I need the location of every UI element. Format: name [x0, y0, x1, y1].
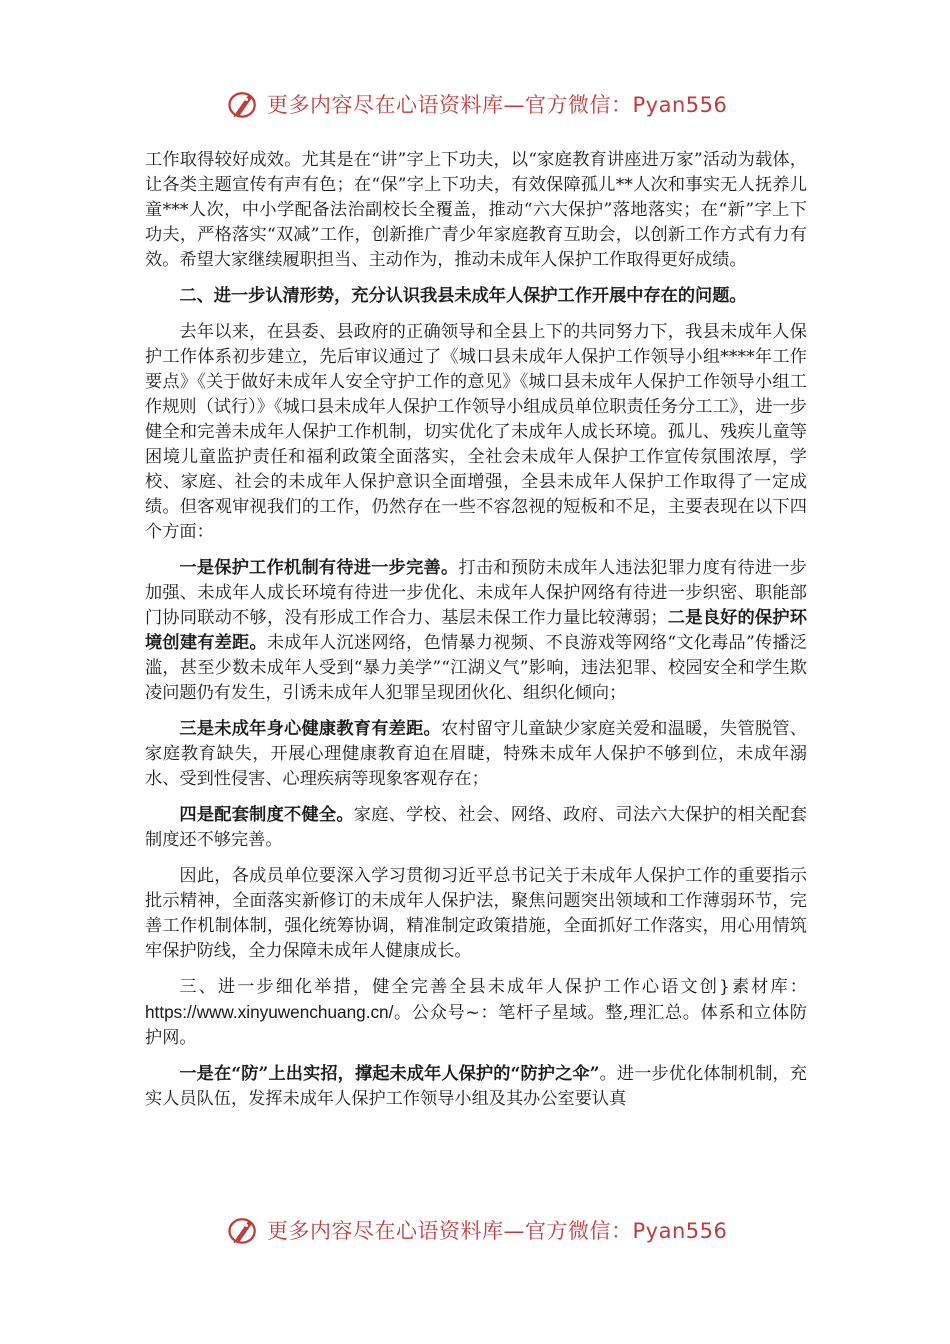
problem-1-text: 打击和预防未成年人违法犯罪力度有待进一步加强、未成年人成长环境有待进一步优化、未成年人保护网络有待进一步织密、职能部门协同联动不够，没有形成工作合力、基层未保工作力量比较薄弱；: [145, 558, 807, 628]
problem-4-text: 家庭、学校、社会、网络、政府、司法六大保护的相关配套制度还不够完善。: [145, 805, 807, 850]
watermark-text: 更多内容尽在心语资料库—官方微信：Pyan556: [267, 93, 728, 117]
section-heading-3: [145, 975, 807, 1051]
source-url: https://www.xinyuwenchuang.cn/: [145, 1002, 394, 1022]
watermark-banner-bottom: [225, 1210, 728, 1250]
section-heading-2: [145, 284, 807, 309]
paragraph-measure-1: [145, 1062, 807, 1112]
paragraph-problems-1-2: [145, 556, 807, 706]
pen-nib-logo-icon: [225, 86, 261, 122]
document-body: [145, 148, 807, 1112]
paragraph-continuation: 工作取得较好成效。尤其是在“讲”字上下功夫，以“家庭教育讲座进万家”活动为载体，让各类主题宣传有声有色；在“保”字上下功夫，有效保障孤儿**人次和事实无人抚养儿童***人次，中小学配备法治副校长全覆盖，推动“六大保护”落地落实；在“新”字上下功夫，严格落实“双减”工作，创新推广青少年家庭教育互助会，以创新工作方式有力有效。希望大家继续履职担当、主动作为，推动未成年人保护工作取得更好成绩。: [145, 150, 807, 270]
watermark-text: 更多内容尽在心语资料库—官方微信：Pyan556: [267, 1219, 728, 1243]
section-heading-2-text: 二、进一步认清形势，充分认识我县未成年人保护工作开展中存在的问题。: [179, 286, 747, 306]
paragraph-problem-3: [145, 717, 807, 792]
paragraph-conclusion: 因此，各成员单位要深入学习贯彻习近平总书记关于未成年人保护工作的重要指示批示精神，全面落实新修订的未成年人保护法，聚焦问题突出领域和工作薄弱环节，完善工作机制体制，强化统筹协调，精准制定政策措施，全面抓好工作落实，用心用情筑牢保护防线，全力保障未成年人健康成长。: [145, 866, 807, 961]
problem-2-text: 未成年人沉迷网络，色情暴力视频、不良游戏等网络“文化毒品”传播泛滥，甚至少数未成年人受到“暴力美学”“江湖义气”影响，违法犯罪、校园安全和学生欺凌问题仍有发生，引诱未成年人犯罪呈现团伙化、组织化倾向；: [145, 633, 807, 703]
measure-1-heading: 一是在“防”上出实招，撑起未成年人保护的“防护之伞”: [179, 1064, 600, 1084]
problem-4-heading: 四是配套制度不健全。: [179, 805, 354, 825]
watermark-banner-top: [225, 84, 728, 124]
problem-1-heading: 一是保护工作机制有待进一步完善。: [179, 558, 459, 578]
section-heading-3-tail: 。公众号~：笔杆子星域。整,理汇总。体系和立体防护网。: [145, 1003, 807, 1048]
paragraph-overview: 去年以来，在县委、县政府的正确领导和全县上下的共同努力下，我县未成年人保护工作体系初步建立，先后审议通过了《城口县未成年人保护工作领导小组****年工作要点》《关于做好未成年人安全守护工作的意见》《城口县未成年人保护工作领导小组工作规则（试行）》《城口县未成年人保护工作领导小组成员单位职责任务分工工》，进一步健全和完善未成年人保护工作机制，切实优化了未成年人成长环境。孤儿、残疾儿童等困境儿童监护责任和福利政策全面落实，全社会未成年人保护工作宣传氛围浓厚，学校、家庭、社会的未成年人保护意识全面增强，全县未成年人保护工作取得了一定成绩。但客观审视我们的工作，仍然存在一些不容忽视的短板和不足，主要表现在以下四个方面：: [145, 322, 807, 542]
section-heading-3-text: 三、进一步细化举措，健全完善全县未成年人保护工作心语文创}素材库：: [179, 977, 807, 997]
pen-nib-logo-icon: [225, 1212, 261, 1248]
problem-3-heading: 三是未成年身心健康教育有差距。: [179, 719, 441, 739]
problem-2-heading: 二是良好的保护环境创建有差距。: [145, 608, 807, 653]
measure-1-text: 。进一步优化体制机制，充实人员队伍，发挥未成年人保护工作领导小组及其办公室要认真: [145, 1064, 807, 1109]
paragraph-problem-4: [145, 803, 807, 853]
problem-3-text: 农村留守儿童缺少家庭关爱和温暖，失管脱管、家庭教育缺失，开展心理健康教育迫在眉睫，特殊未成年人保护不够到位，未成年溺水、受到性侵害、心理疾病等现象客观存在；: [145, 719, 807, 789]
